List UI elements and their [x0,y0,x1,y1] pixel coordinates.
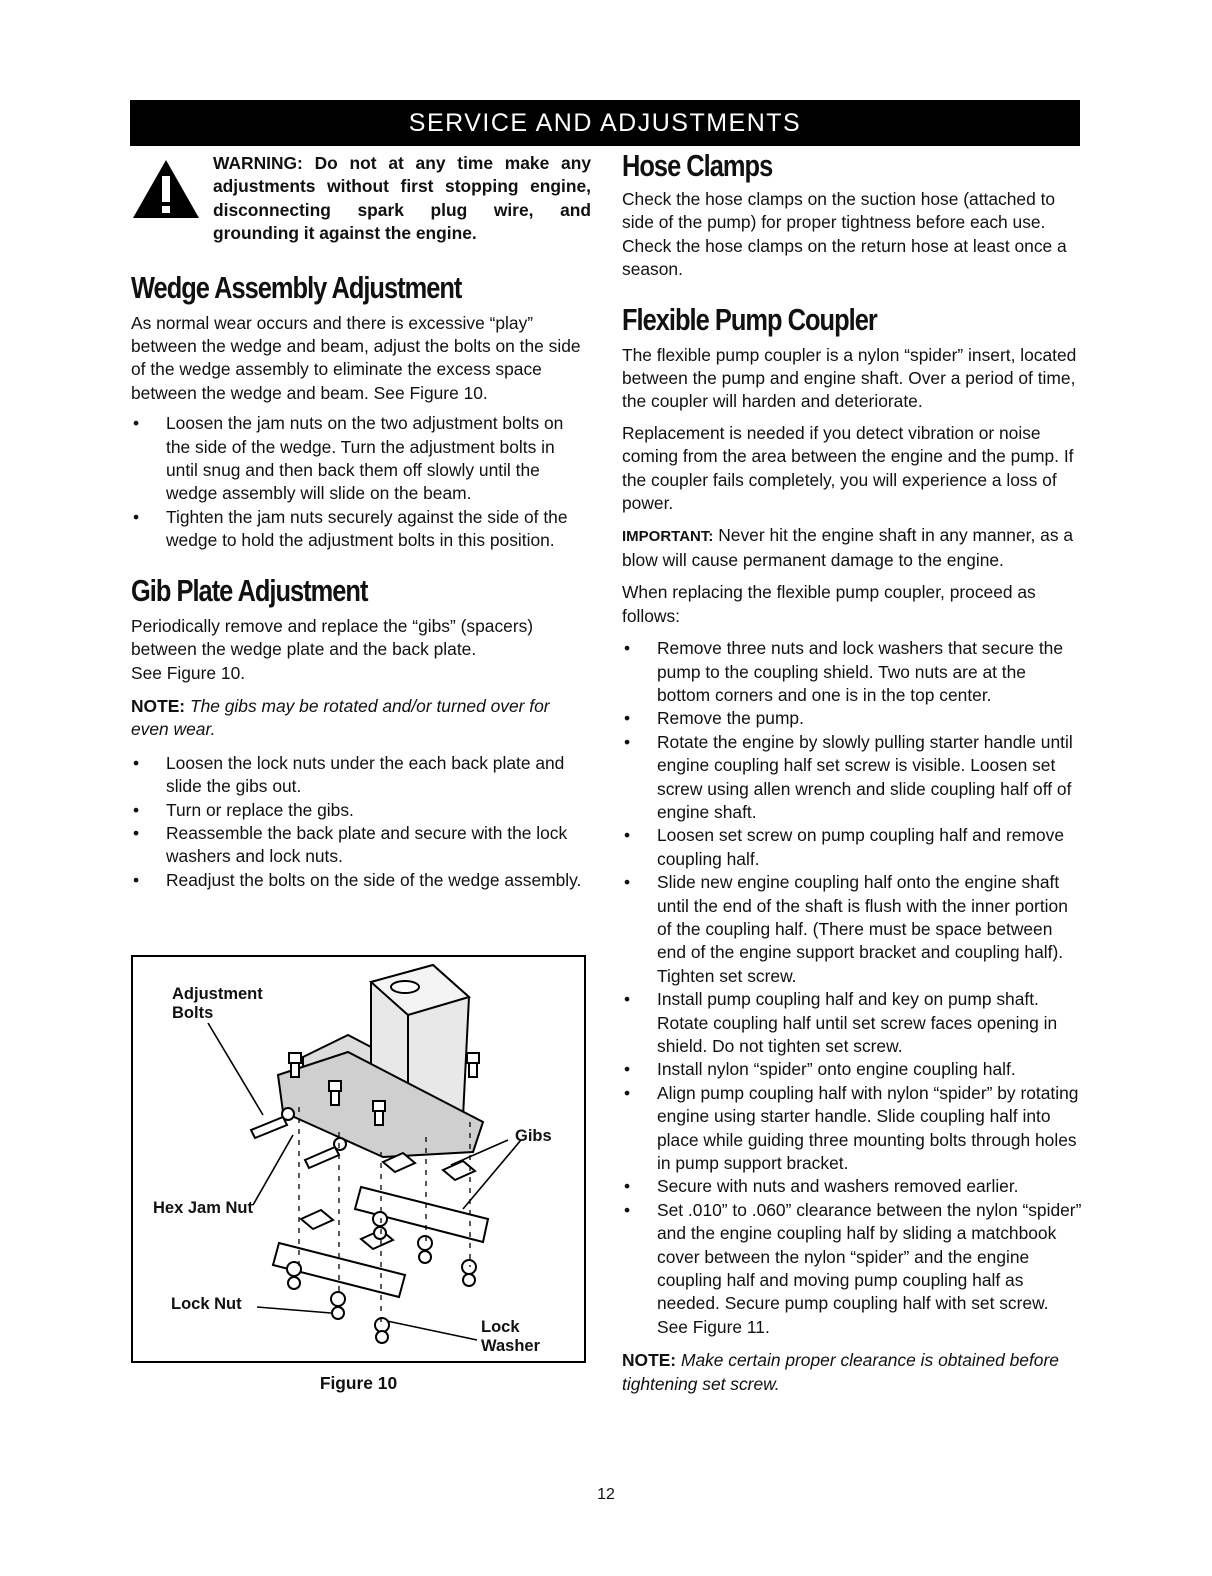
label-gibs: Gibs [515,1127,552,1145]
gib-heading: Gib Plate Adjustment [131,572,368,608]
wedge-intro: As normal wear occurs and there is excessive “play” between the wedge and beam, adjust the bolts on the side of the wedge assembly to eliminate the excess space between the wedge and beam. See Figure 10. [131,312,581,403]
coupler-note [622,1349,1082,1396]
list-item: • Install nylon “spider” onto engine coupling half. [623,1059,1016,1080]
list-item: • Slide new engine coupling half onto the engine shaft until the end of the shaft is flush with the inner portion of the coupling half. (There must be space between end of the engine support bracket and coupling half). Tighten set screw. [623,872,1068,986]
right-column [622,148,1082,1396]
note-label: NOTE: [131,695,186,716]
page-number: 12 [597,1486,615,1503]
label-lock-nut: Lock Nut [171,1295,242,1313]
list-item: • Remove the pump. [623,708,804,729]
list-item: • Turn or replace the gibs. [132,799,354,820]
warning-triangle-icon [131,158,201,225]
note-text: Make certain proper clearance is obtained before tightening set screw. [622,1350,1059,1394]
important-text: Never hit the engine shaft in any manner, as a blow will cause permanent damage to the engine. [622,525,1074,570]
coupler-steps [622,637,1082,1339]
important-label: IMPORTANT: [622,528,714,546]
figure-caption: Figure 10 [319,1373,398,1393]
warning-block [131,152,591,246]
label-lock-washer: Lock [481,1318,520,1336]
wedge-heading: Wedge Assembly Adjustment [131,269,462,305]
list-item: • Loosen set screw on pump coupling half and remove coupling half. [623,825,1064,869]
figure-10 [131,955,586,1363]
warning-text: WARNING: Do not at any time make any adjustments without first stopping engine, disconnecting spark plug wire, and grounding it against the engine. [213,153,591,244]
hose-text: Check the hose clamps on the suction hose (attached to side of the pump) for proper tightness before each use. Check the hose clamps on the return hose at least once a season. [622,189,1067,280]
coupler-important [622,524,1082,572]
gib-intro: Periodically remove and replace the “gibs” (spacers) between the wedge plate and the back plate. [131,615,534,660]
list-item: • Rotate the engine by slowly pulling starter handle until engine coupling half set screw is visible. Loosen set screw using allen wrench and slide coupling half off of engine shaft. [623,731,1073,822]
coupler-p2: Replacement is needed if you detect vibration or noise coming from the area between the engine and the pump. If the coupler fails completely, you will experience a loss of power. [622,422,1074,514]
note-label: NOTE: [622,1350,677,1371]
left-column [131,152,591,892]
coupler-heading: Flexible Pump Coupler [622,301,877,337]
note-text: The gibs may be rotated and/or turned over for even wear. [131,695,550,740]
hose-heading: Hose Clamps [622,148,773,183]
list-item: • Tighten the jam nuts securely against the side of the wedge to hold the adjustment bolts in this position. [132,506,568,551]
wedge-bullets [131,412,591,552]
gib-bullets [131,752,591,892]
section-banner: SERVICE AND ADJUSTMENTS [130,100,1080,146]
coupler-p1: The flexible pump coupler is a nylon “spider” insert, located between the pump and engine shaft. Over a period of time, the coupler will harden and deteriorate. [622,344,1077,412]
gib-note [131,695,591,742]
list-item: • Readjust the bolts on the side of the wedge assembly. [132,869,582,890]
label-hex-jam-nut: Hex Jam Nut [153,1199,253,1217]
list-item: • Set .010” to .060” clearance between the nylon “spider” and the engine coupling half by sliding a matchbook cover between the nylon “spider” and the engine coupling half and moving pump coupling half as needed. Secure pump coupling half with set screw. See Figure 11. [623,1199,1082,1337]
coupler-p3: When replacing the flexible pump coupler, proceed as follows: [622,582,1036,626]
list-item: • Reassemble the back plate and secure with the lock washers and lock nuts. [132,822,568,867]
list-item: • Align pump coupling half with nylon “spider” by rotating engine using starter handle. Slide coupling half into place while guiding three mounting bolts through holes in pump support bracket. [623,1082,1079,1174]
list-item: • Secure with nuts and washers removed earlier. [623,1176,1019,1197]
list-item: • Remove three nuts and lock washers that secure the pump to the coupling shield. Two nuts are at the bottom corners and one is in the top center. [623,638,1063,705]
label-adjustment-bolts: Adjustment [172,985,263,1003]
list-item: • Install pump coupling half and key on pump shaft. Rotate coupling half until set screw faces opening in shield. Do not tighten set screw. [623,989,1058,1056]
label-adjustment-bolts-2: Bolts [172,1004,214,1022]
label-lock-washer-2: Washer [481,1337,540,1355]
list-item: • Loosen the jam nuts on the two adjustment bolts on the side of the wedge. Turn the adjustment bolts in until snug and then back them off slowly until the wedge assembly will slide on the beam. [132,413,564,504]
list-item: • Loosen the lock nuts under the each back plate and slide the gibs out. [132,752,565,797]
gib-see-figure: See Figure 10. [131,662,246,683]
